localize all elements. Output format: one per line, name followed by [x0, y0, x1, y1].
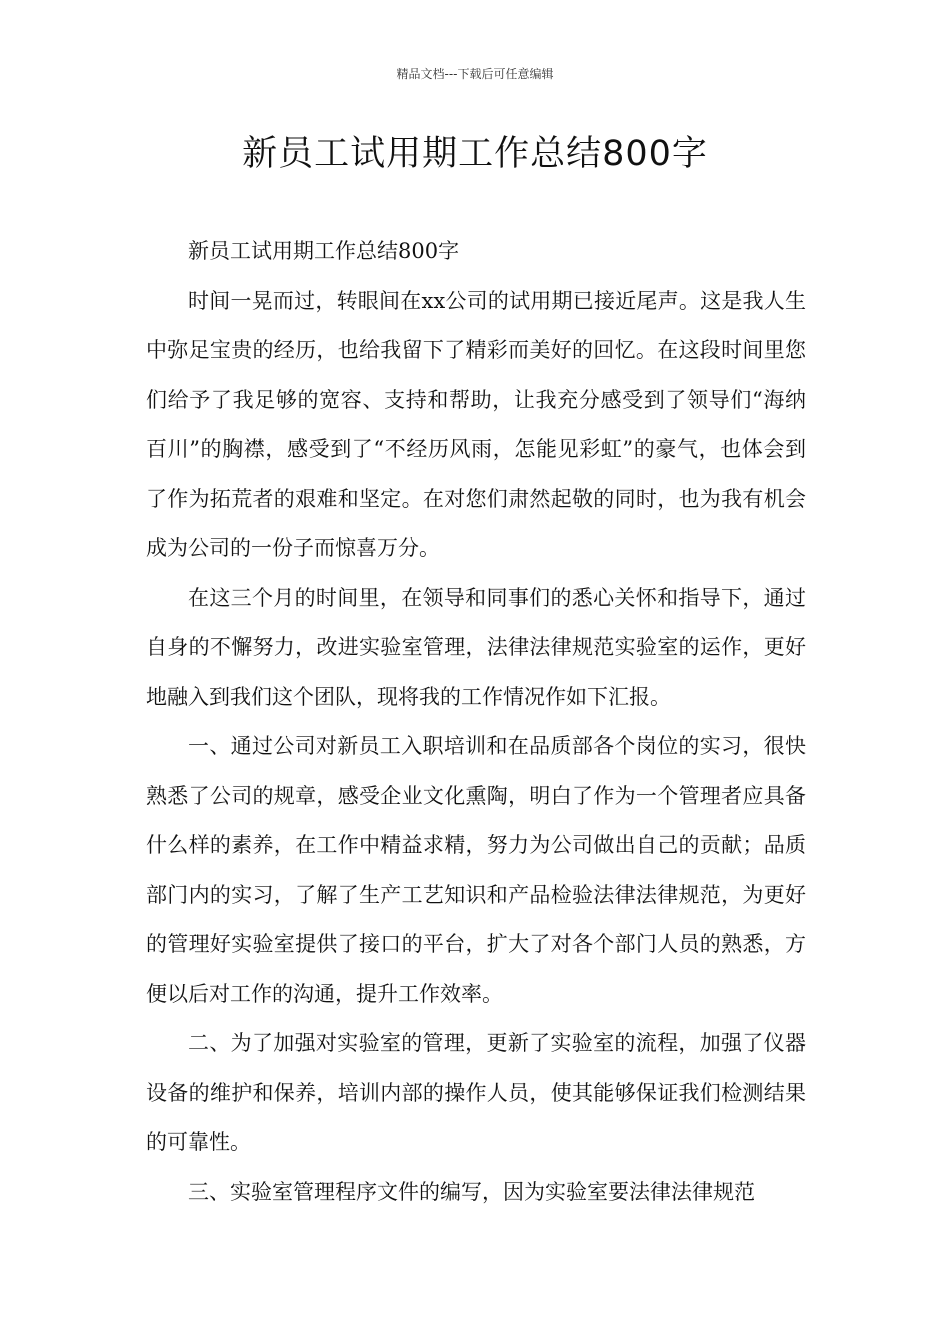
- paragraph-point-1: 一、通过公司对新员工入职培训和在品质部各个岗位的实习，很快熟悉了公司的规章，感受企业文化熏陶，明白了作为一个管理者应具备什么样的素养，在工作中精益求精，努力为公司做出自己的贡献；品质部门内的实习，了解了生产工艺知识和产品检验法律法律规范，为更好的管理好实验室提供了接口的平台，扩大了对各个部门人员的熟悉，方便以后对工作的沟通，提升工作效率。: [146, 734, 806, 1006]
- paragraph-point-2: 二、为了加强对实验室的管理，更新了实验室的流程，加强了仪器设备的维护和保养，培训内部的操作人员，使其能够保证我们检测结果的可靠性。: [146, 1031, 806, 1154]
- header-note: 精品文档---下载后可任意编辑: [396, 67, 554, 81]
- paragraph-overview: 在这三个月的时间里，在领导和同事们的悉心关怀和指导下，通过自身的不懈努力，改进实验室管理，法律法律规范实验室的运作，更好地融入到我们这个团队，现将我的工作情况作如下汇报。: [146, 585, 806, 709]
- paragraph-point-3: 三、实验室管理程序文件的编写，因为实验室要法律法律规范: [188, 1179, 755, 1204]
- document-title: 新员工试用期工作总结800字: [242, 134, 708, 174]
- paragraph-intro: 时间一晃而过，转眼间在xx公司的试用期已接近尾声。这是我人生中弥足宝贵的经历，也给我留下了精彩而美好的回忆。在这段时间里您们给予了我足够的宽容、支持和帮助，让我充分感受到了领导们“海纳百川”的胸襟，感受到了“不经历风雨，怎能见彩虹”的豪气，也体会到了作为拓荒者的艰难和坚定。在对您们肃然起敬的同时，也为我有机会成为公司的一份子而惊喜万分。: [146, 288, 806, 560]
- document-body: [146, 227, 806, 1217]
- paragraph-subtitle: 新员工试用期工作总结800字: [188, 239, 460, 263]
